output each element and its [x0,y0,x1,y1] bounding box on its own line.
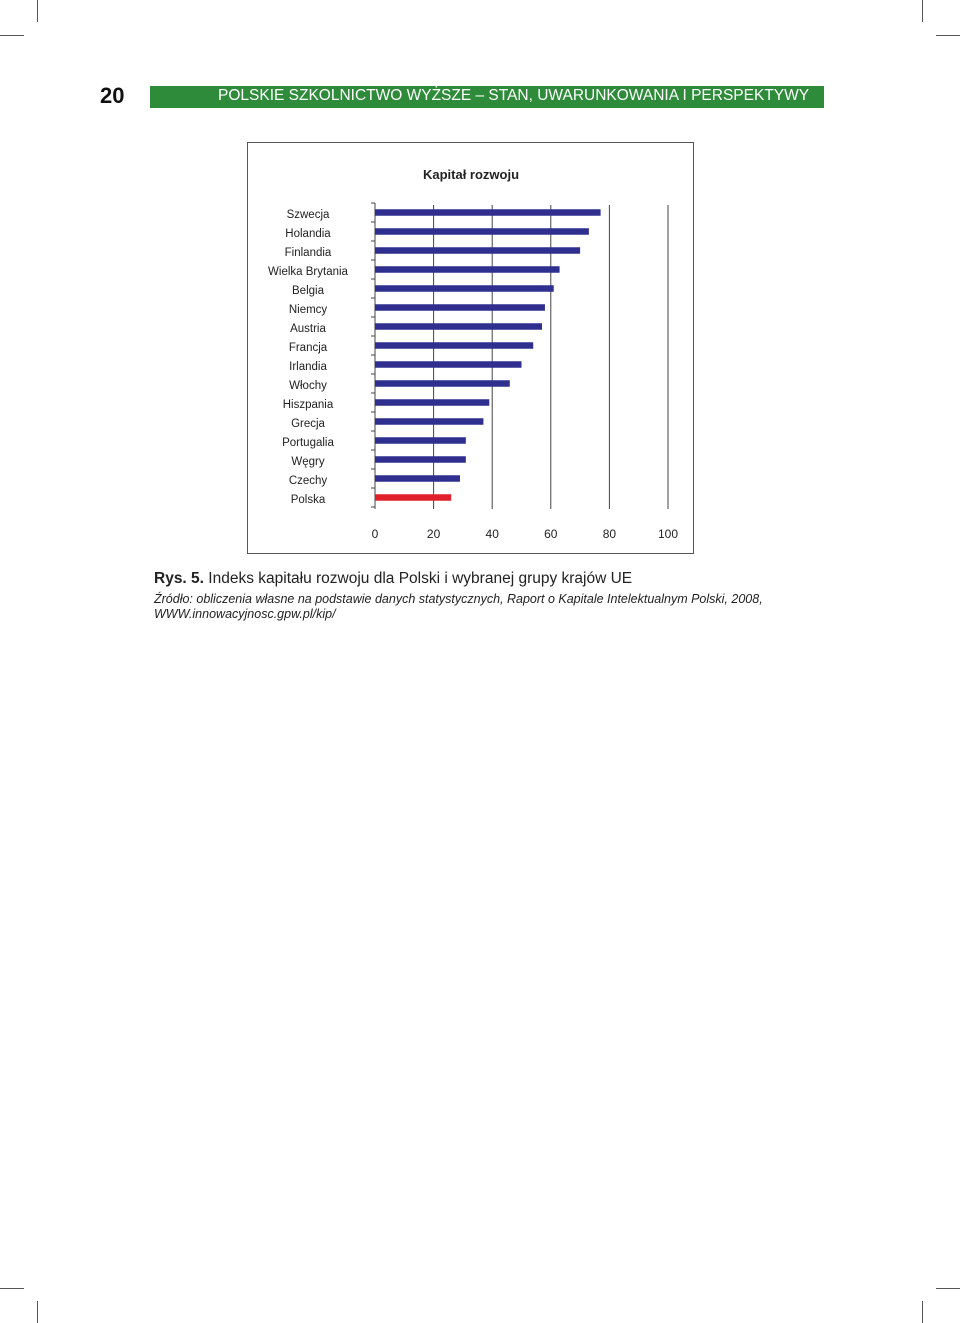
category-label: Wielka Brytania [268,266,348,278]
bar [375,475,460,482]
page-number: 20 [100,83,125,108]
crop-mark [936,35,960,36]
category-label: Austria [290,323,326,335]
crop-mark [922,0,923,22]
bar [375,437,466,444]
crop-mark [0,35,24,36]
x-tick-label: 60 [544,527,558,541]
x-tick-label: 20 [426,527,441,541]
x-tick-label: 100 [657,527,679,541]
category-label: Węgry [291,456,325,468]
bar [375,209,601,216]
category-label: Francja [288,342,328,354]
bar [375,304,545,311]
category-label: Holandia [285,228,331,240]
chart-frame [247,142,694,554]
category-label: Portugalia [282,437,334,449]
x-tick-label: 0 [371,527,379,541]
bar [375,361,522,368]
figure-caption-label: Rys. 5. [154,570,204,587]
crop-mark [37,0,38,22]
category-label: Włochy [289,380,327,392]
bar [375,456,466,463]
category-label: Hiszpania [282,399,334,411]
bar [375,342,533,349]
bar [375,418,483,425]
category-label: Polska [290,494,326,506]
bar [375,285,554,292]
bar [375,228,589,235]
category-label: Finlandia [284,247,332,259]
bar [375,494,451,501]
crop-mark [0,1288,24,1289]
bar [375,266,560,273]
bar [375,247,580,254]
bar-chart [248,143,695,555]
category-label: Irlandia [289,361,327,373]
running-header-title: POLSKIE SZKOLNICTWO WYŻSZE – STAN, UWARUNKOWANIA I PERSPEKTYWY [218,87,810,104]
category-label: Czechy [288,475,328,487]
bar [375,380,510,387]
bar [375,399,489,406]
x-tick-label: 40 [485,527,499,541]
crop-mark [936,1288,960,1289]
figure-source: Źródło: obliczenia własne na podstawie danych statystycznych, Raport o Kapitale Intelektualnym Polski, 2008, WWW.innowacyjnosc.gpw.pl/kip/ [154,592,763,621]
chart-title: Kapitał rozwoju [422,167,520,182]
category-label: Szwecja [286,209,330,221]
figure-caption-text: Indeks kapitału rozwoju dla Polski i wybranej grupy krajów UE [203,570,633,587]
category-label: Belgia [292,285,324,297]
crop-mark [37,1301,38,1323]
category-label: Niemcy [288,304,328,316]
x-tick-label: 80 [602,527,617,541]
running-header [150,86,824,108]
bar [375,323,542,330]
category-label: Grecja [291,418,325,430]
figure-caption [154,570,632,588]
crop-mark [922,1301,923,1323]
